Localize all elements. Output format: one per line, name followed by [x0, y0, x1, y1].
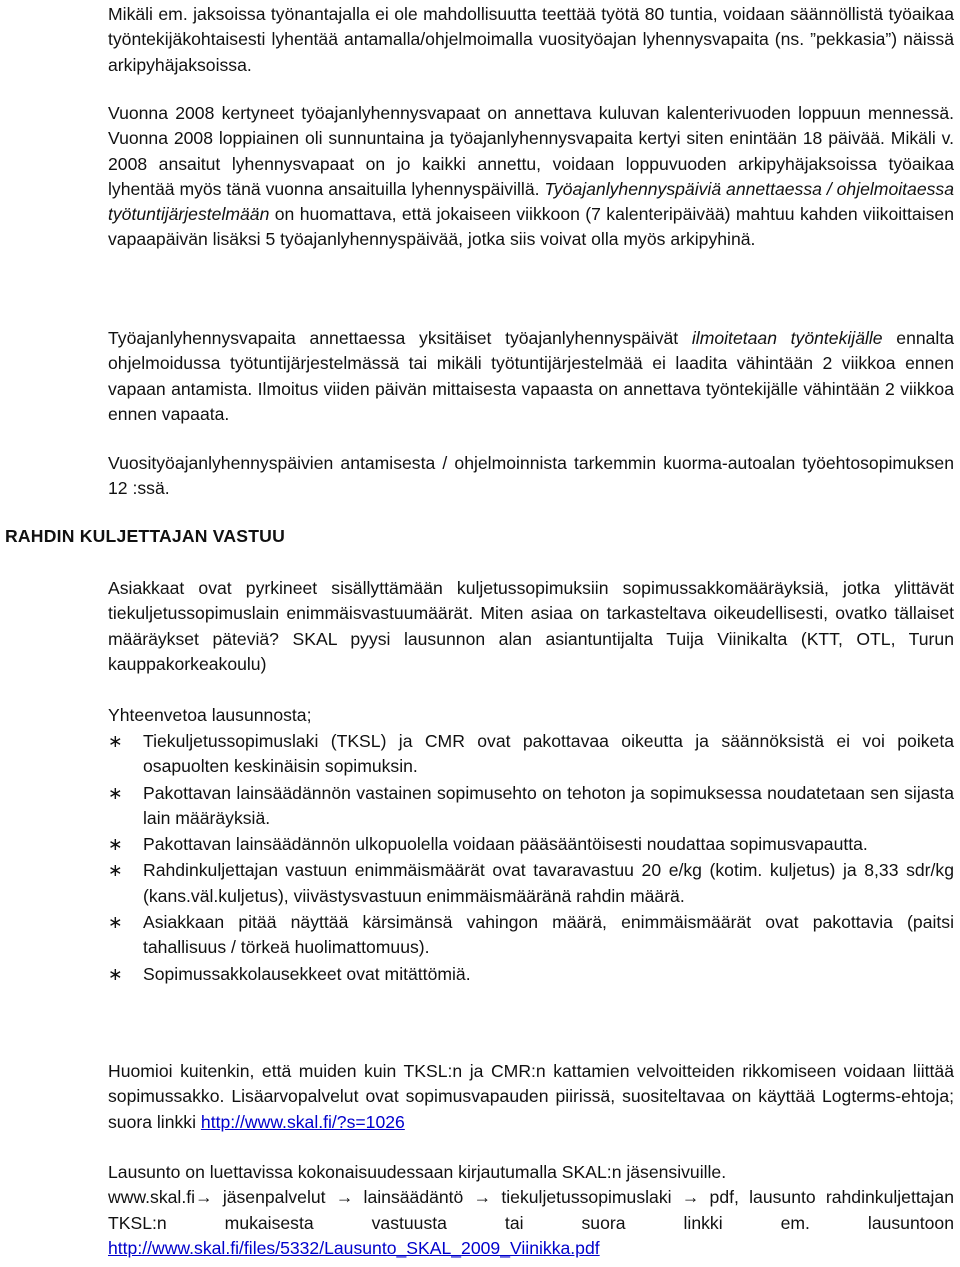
- italic-text: Työajanlyhennyspäiviä annettaessa / ohjelmoitaessa työtuntijärjestelmään: [108, 178, 954, 225]
- bullet-star-icon: ∗: [108, 834, 123, 855]
- bullet-star-icon: ∗: [108, 912, 123, 933]
- paragraph-intro-text: Mikäli em. jaksoissa työnantajalla ei ole mahdollisuutta teettää työtä 80 tuntia, voidaan säännöllistä työaikaa työntekijäkohtaisesti lyhentää antamalla/ohjelmoimalla vuosityöajan lyhennysvapaita (ns. ”pekkasia”) näissä arkipyhäjaksoissa.: [108, 4, 954, 75]
- bullet-star-icon: ∗: [108, 860, 123, 881]
- paragraph-statement-location: [108, 1160, 954, 1261]
- bullet-star-icon: ∗: [108, 963, 123, 984]
- paragraph-text: Vuosityöajanlyhennyspäivien antamisesta / ohjelmoinnista tarkemmin kuorma-autoalan työehtosopimuksen 12 :ssä.: [108, 453, 954, 499]
- paragraph-text: www.skal.fi→ jäsenpalvelut → lainsäädäntö → tiekuljetussopimuslaki → pdf, lausunto rahdinkuljettajan TKSL:n mukaisesta vastuusta tai suora linkki em. lausuntoon: [108, 1187, 954, 1233]
- list-item-text: Pakottavan lainsäädännön vastainen sopimusehto on tehoton ja sopimuksessa noudatetaan sen sijasta lain määräyksiä.: [143, 782, 954, 828]
- paragraph-intro: [108, 2, 954, 78]
- summary-list: [108, 729, 954, 988]
- list-item-text: Tiekuljetussopimuslaki (TKSL) ja CMR ovat pakottavaa oikeutta ja säännöksistä ei voi poiketa osapuolten keskinäisin sopimuksin.: [143, 731, 954, 777]
- paragraph-collective-agreement: [108, 451, 954, 502]
- paragraph-notification: [108, 326, 954, 427]
- paragraph-text: Asiakkaat ovat pyrkineet sisällyttämään kuljetussopimuksiin sopimussakkomääräyksiä, jotka ylittävät tiekuljetussopimuslain enimmäisvastuumäärät. Miten asiaa on tarkasteltava oikeudellisesti, ovatko tällaiset määräykset päteviä? SKAL pyysi lausunnon alan asiantuntijalta Tuija Viinikalta (KTT, OTL, Turun kauppakorkeakoulu): [108, 578, 954, 674]
- bullet-star-icon: ∗: [108, 782, 123, 803]
- list-item: [108, 910, 954, 961]
- list-item: [108, 729, 954, 780]
- paragraph-text: Vuonna 2008 kertyneet työajanlyhennysvapaat on annettava kuluvan kalenterivuoden loppuun mennessä. Vuonna 2008 loppiainen oli sunnuntaina ja työajanlyhennysvapaita kertyi siten enintään 18 päivää. Mikäli v. 2008 ansaitut lyhennysvapaat on jo kaikki annettu, voidaan loppuvuoden arkipyhäjaksoissa työaikaa lyhentää myös tänä vuonna ansaituilla lyhennyspäivillä.: [108, 103, 954, 199]
- italic-text: ilmoitetaan työntekijälle: [691, 328, 883, 348]
- bullet-star-icon: ∗: [108, 731, 123, 751]
- paragraph-other-obligations: [108, 1059, 954, 1135]
- logterms-link[interactable]: http://www.skal.fi/?s=1026: [200, 1111, 405, 1132]
- paragraph-text: on huomattava, että jokaiseen viikkoon (7 kalenteripäivää) mahtuu kahden viikoittaisen vapaapäivän lisäksi 5 työajanlyhennyspäivää, jotka siis voivat olla myös arkipyhinä.: [108, 204, 954, 250]
- list-item-text: Sopimussakkolausekkeet ovat mitättömiä.: [143, 963, 471, 984]
- section-heading: RAHDIN KULJETTAJAN VASTUU: [5, 526, 285, 546]
- paragraph-text: Huomioi kuitenkin, että muiden kuin TKSL:n ja CMR:n kattamien velvoitteiden rikkomiseen voidaan liittää sopimussakko. Lisäarvopalvelut ovat sopimusvapauden piirissä, suositeltavaa on käyttää Logterms-ehtoja; suora linkki: [108, 1061, 954, 1132]
- list-item: [108, 962, 954, 987]
- paragraph-text: Työajanlyhennysvapaita annettaessa yksitäiset työajanlyhennyspäivät: [108, 328, 692, 348]
- statement-pdf-link[interactable]: http://www.skal.fi/files/5332/Lausunto_SKAL_2009_Viinikka.pdf: [108, 1237, 600, 1258]
- list-item-text: Pakottavan lainsäädännön ulkopuolella voidaan pääsääntöisesti noudattaa sopimusvapautta.: [143, 834, 868, 855]
- list-item: [108, 781, 954, 832]
- paragraph-text: Yhteenvetoa lausunnosta;: [108, 705, 312, 725]
- list-item-text: Rahdinkuljettajan vastuun enimmäismäärät ovat tavaravastuu 20 e/kg (kotim. kuljetus) ja 8,33 sdr/kg (kans.väl.kuljetus), viivästysvastuun enimmäismääränä rahdin määrä.: [143, 860, 954, 906]
- paragraph-2008-vacations: [108, 101, 954, 253]
- paragraph-text: Lausunto on luettavissa kokonaisuudessaan kirjautumalla SKAL:n jäsensivuille.: [108, 1162, 727, 1182]
- list-item-text: Asiakkaan pitää näyttää kärsimänsä vahingon määrä, enimmäismäärät ovat pakottavia (paitsi tahallisuus / törkeä huolimattomuus).: [143, 912, 954, 958]
- paragraph-contract-penalties: [108, 576, 954, 677]
- paragraph-summary-intro: [108, 703, 954, 728]
- list-item: [108, 832, 954, 857]
- list-item: [108, 858, 954, 909]
- paragraph-text: ennalta ohjelmoidussa työtuntijärjestelmässä tai mikäli työtuntijärjestelmää ei laadita vähintään 2 viikkoa ennen vapaan antamista. Ilmoitus viiden päivän mittaisesta vapaasta on annettava työntekijälle vähintään 2 viikkoa ennen vapaata.: [108, 328, 955, 424]
